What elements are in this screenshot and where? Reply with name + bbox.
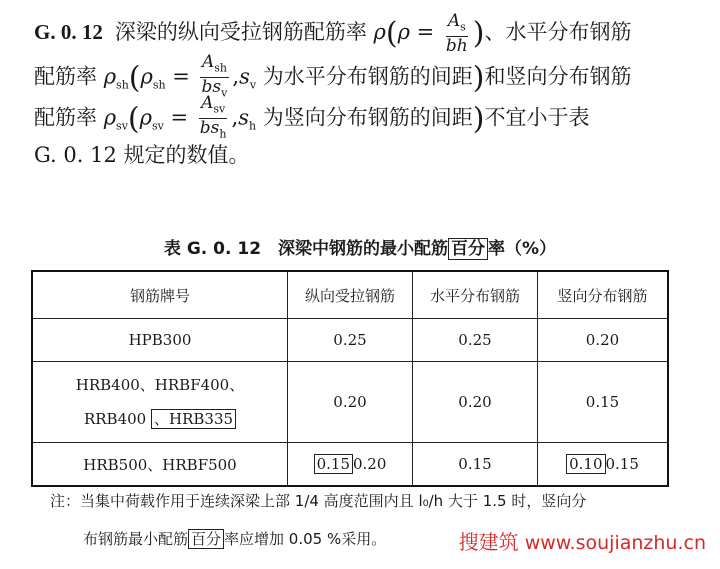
watermark	[459, 526, 706, 555]
boxed-grade-text: 、HRB335	[151, 409, 236, 429]
note-line-2: 布钢筋最小配筋 百分 率应增加 0.05 %采用。	[83, 530, 387, 548]
cell-grade: HRB500、HRBF500	[32, 443, 288, 487]
table-row	[32, 319, 668, 362]
cell-vertical: 0.15	[538, 362, 669, 443]
table-header-row	[32, 271, 668, 319]
boxed-value: 0.10	[566, 454, 605, 474]
cell-longitudinal: 0.15 0.20	[288, 443, 413, 487]
caption-boxed-text: 百分	[448, 238, 488, 260]
cell-horizontal: 0.20	[413, 362, 538, 443]
clause-number: G. 0. 12	[34, 20, 103, 45]
clause-paragraph	[34, 12, 674, 176]
header-horizontal: 水平分布钢筋	[413, 271, 538, 319]
cell-longitudinal: 0.20	[288, 362, 413, 443]
note-boxed-text: 百分	[188, 529, 224, 549]
clause-line-1: G. 0. 12 深梁的纵向受拉钢筋配筋率 ρ(ρ = $\frac{A_s}{bh}$ )、水平分布钢筋	[34, 11, 632, 57]
cell-grade: HRB400、HRBF400、 RRB400 、HRB335	[32, 362, 288, 443]
fraction-asv: $\frac{A_{sv}}{bs_h}$	[199, 93, 227, 141]
cell-longitudinal: 0.25	[288, 319, 413, 362]
table-row	[32, 443, 668, 487]
cell-horizontal: 0.25	[413, 319, 538, 362]
watermark-cn: 搜建筑	[458, 530, 519, 554]
clause-line-4: G. 0. 12 规定的数值。	[34, 143, 250, 167]
cell-vertical: 0.20	[538, 319, 669, 362]
clause-line-3: 配筋率 $\rho_{sv}(\rho_{sv}$ = $\frac{A_{sv}}{bs_h}$ $,s_h$ 为竖向分布钢筋的间距)不宜小于表	[34, 94, 674, 135]
cell-grade: HPB300	[32, 319, 288, 362]
watermark-url: www.soujianzhu.cn	[524, 532, 706, 554]
min-reinforcement-table	[31, 270, 669, 487]
clause-line-2: 配筋率 $\rho_{sh}(\rho_{sh}$ = $\frac{A_{sh}}{bs_v}$ $,s_v$ 为水平分布钢筋的间距)和竖向分布钢筋	[34, 53, 674, 94]
header-vertical: 竖向分布钢筋	[538, 271, 669, 319]
table-row	[32, 362, 668, 443]
fraction-as-bh: $\frac{A_s}{bh}$	[445, 11, 468, 57]
fraction-ash: $\frac{A_{sh}}{bs_v}$	[201, 52, 228, 100]
clause-text-1: 深梁的纵向受拉钢筋配筋率	[114, 20, 367, 45]
note-line-1: 注：当集中荷载作用于连续深梁上部 1/4 高度范围内且 l₀/h 大于 1.5 时，竖向分	[50, 492, 587, 510]
boxed-value: 0.15	[314, 454, 353, 474]
table-caption: 表 G. 0. 12 深梁中钢筋的最小配筋 百分 率（%）	[163, 239, 557, 259]
cell-horizontal: 0.15	[413, 443, 538, 487]
cell-vertical: 0.10 0.15	[538, 443, 669, 487]
header-grade: 钢筋牌号	[32, 271, 288, 319]
header-longitudinal: 纵向受拉钢筋	[288, 271, 413, 319]
